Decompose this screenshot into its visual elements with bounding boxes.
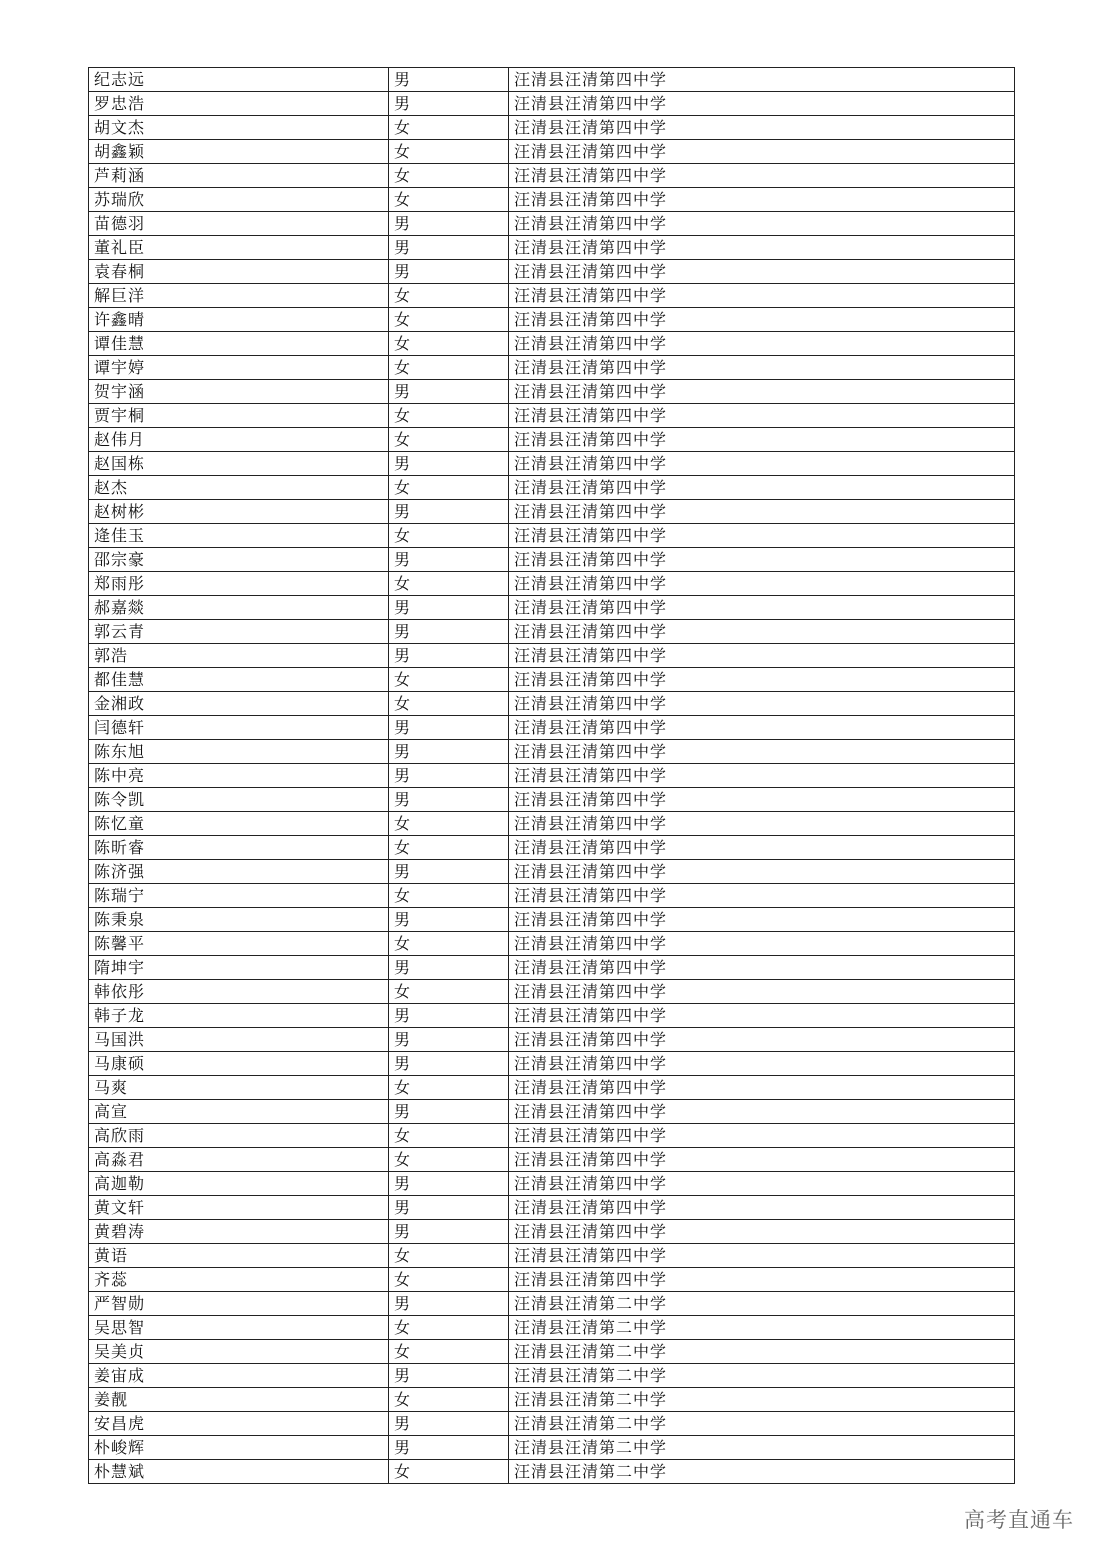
student-name-cell: 谭佳慧 [89,332,389,356]
table-row [89,68,1015,92]
table-row [89,716,1015,740]
school-cell: 汪清县汪清第四中学 [509,140,1015,164]
school-cell: 汪清县汪清第二中学 [509,1460,1015,1484]
school-cell: 汪清县汪清第四中学 [509,884,1015,908]
gender-cell: 女 [389,404,509,428]
table-row [89,1364,1015,1388]
school-cell: 汪清县汪清第四中学 [509,740,1015,764]
school-cell: 汪清县汪清第四中学 [509,116,1015,140]
gender-cell: 女 [389,140,509,164]
school-cell: 汪清县汪清第四中学 [509,284,1015,308]
student-name-cell: 齐蕊 [89,1268,389,1292]
table-row [89,1100,1015,1124]
student-name-cell: 董礼臣 [89,236,389,260]
gender-cell: 男 [389,764,509,788]
gender-cell: 女 [389,1340,509,1364]
student-name-cell: 逄佳玉 [89,524,389,548]
gender-cell: 女 [389,1460,509,1484]
gender-cell: 男 [389,860,509,884]
school-cell: 汪清县汪清第四中学 [509,908,1015,932]
gender-cell: 男 [389,1100,509,1124]
table-row [89,1028,1015,1052]
school-cell: 汪清县汪清第四中学 [509,236,1015,260]
gender-cell: 男 [389,620,509,644]
gender-cell: 女 [389,356,509,380]
student-name-cell: 朴峻辉 [89,1436,389,1460]
school-cell: 汪清县汪清第四中学 [509,1028,1015,1052]
student-name-cell: 谭宇婷 [89,356,389,380]
gender-cell: 男 [389,236,509,260]
gender-cell: 男 [389,788,509,812]
gender-cell: 男 [389,1412,509,1436]
student-name-cell: 陈中亮 [89,764,389,788]
table-row [89,1292,1015,1316]
table-row [89,116,1015,140]
table-row [89,476,1015,500]
school-cell: 汪清县汪清第四中学 [509,188,1015,212]
school-cell: 汪清县汪清第四中学 [509,260,1015,284]
table-row [89,1148,1015,1172]
student-name-cell: 金湘政 [89,692,389,716]
gender-cell: 女 [389,1076,509,1100]
school-cell: 汪清县汪清第四中学 [509,404,1015,428]
school-cell: 汪清县汪清第二中学 [509,1292,1015,1316]
school-cell: 汪清县汪清第四中学 [509,860,1015,884]
student-name-cell: 姜靓 [89,1388,389,1412]
gender-cell: 女 [389,188,509,212]
school-cell: 汪清县汪清第四中学 [509,1244,1015,1268]
school-cell: 汪清县汪清第四中学 [509,452,1015,476]
table-row [89,356,1015,380]
table-row [89,1436,1015,1460]
table-row [89,1004,1015,1028]
school-cell: 汪清县汪清第四中学 [509,524,1015,548]
gender-cell: 女 [389,164,509,188]
gender-cell: 男 [389,956,509,980]
table-row [89,212,1015,236]
student-name-cell: 高欣雨 [89,1124,389,1148]
gender-cell: 女 [389,572,509,596]
student-name-cell: 黄语 [89,1244,389,1268]
school-cell: 汪清县汪清第四中学 [509,1052,1015,1076]
table-row [89,260,1015,284]
table-row [89,500,1015,524]
school-cell: 汪清县汪清第四中学 [509,1268,1015,1292]
student-name-cell: 赵树彬 [89,500,389,524]
school-cell: 汪清县汪清第二中学 [509,1340,1015,1364]
student-name-cell: 黄文轩 [89,1196,389,1220]
gender-cell: 女 [389,116,509,140]
school-cell: 汪清县汪清第四中学 [509,356,1015,380]
gender-cell: 男 [389,1436,509,1460]
table-row [89,1244,1015,1268]
student-name-cell: 胡文杰 [89,116,389,140]
school-cell: 汪清县汪清第四中学 [509,1004,1015,1028]
school-cell: 汪清县汪清第四中学 [509,164,1015,188]
table-row [89,572,1015,596]
school-cell: 汪清县汪清第二中学 [509,1364,1015,1388]
school-cell: 汪清县汪清第四中学 [509,716,1015,740]
gender-cell: 女 [389,884,509,908]
gender-cell: 男 [389,1172,509,1196]
school-cell: 汪清县汪清第四中学 [509,812,1015,836]
table-row [89,644,1015,668]
gender-cell: 女 [389,836,509,860]
school-cell: 汪清县汪清第四中学 [509,1220,1015,1244]
school-cell: 汪清县汪清第四中学 [509,692,1015,716]
gender-cell: 女 [389,1148,509,1172]
student-name-cell: 陈济强 [89,860,389,884]
student-name-cell: 陈昕睿 [89,836,389,860]
student-name-cell: 许鑫晴 [89,308,389,332]
school-cell: 汪清县汪清第四中学 [509,620,1015,644]
school-cell: 汪清县汪清第二中学 [509,1316,1015,1340]
school-cell: 汪清县汪清第四中学 [509,68,1015,92]
school-cell: 汪清县汪清第二中学 [509,1388,1015,1412]
table-row [89,836,1015,860]
gender-cell: 女 [389,668,509,692]
school-cell: 汪清县汪清第二中学 [509,1412,1015,1436]
gender-cell: 男 [389,452,509,476]
student-name-cell: 安昌虎 [89,1412,389,1436]
student-name-cell: 邵宗豪 [89,548,389,572]
school-cell: 汪清县汪清第四中学 [509,668,1015,692]
gender-cell: 男 [389,212,509,236]
school-cell: 汪清县汪清第四中学 [509,308,1015,332]
student-name-cell: 郝嘉燚 [89,596,389,620]
table-row [89,428,1015,452]
school-cell: 汪清县汪清第四中学 [509,644,1015,668]
table-row [89,284,1015,308]
student-name-cell: 黄碧涛 [89,1220,389,1244]
student-name-cell: 高迦勒 [89,1172,389,1196]
school-cell: 汪清县汪清第四中学 [509,212,1015,236]
student-name-cell: 苏瑞欣 [89,188,389,212]
school-cell: 汪清县汪清第四中学 [509,980,1015,1004]
gender-cell: 男 [389,1028,509,1052]
student-name-cell: 马爽 [89,1076,389,1100]
student-name-cell: 解巨洋 [89,284,389,308]
school-cell: 汪清县汪清第四中学 [509,836,1015,860]
school-cell: 汪清县汪清第四中学 [509,332,1015,356]
gender-cell: 女 [389,932,509,956]
table-row [89,1076,1015,1100]
school-cell: 汪清县汪清第四中学 [509,932,1015,956]
gender-cell: 女 [389,428,509,452]
table-row [89,788,1015,812]
student-name-cell: 陈东旭 [89,740,389,764]
gender-cell: 女 [389,524,509,548]
table-row [89,1268,1015,1292]
student-name-cell: 郑雨彤 [89,572,389,596]
gender-cell: 男 [389,644,509,668]
student-name-cell: 赵伟月 [89,428,389,452]
student-name-cell: 都佳慧 [89,668,389,692]
student-name-cell: 陈瑞宁 [89,884,389,908]
school-cell: 汪清县汪清第四中学 [509,92,1015,116]
gender-cell: 男 [389,260,509,284]
student-name-cell: 吴美贞 [89,1340,389,1364]
table-row [89,452,1015,476]
student-name-cell: 芦莉涵 [89,164,389,188]
student-name-cell: 罗忠浩 [89,92,389,116]
student-name-cell: 马康硕 [89,1052,389,1076]
student-name-cell: 陈馨平 [89,932,389,956]
school-cell: 汪清县汪清第四中学 [509,380,1015,404]
gender-cell: 女 [389,1244,509,1268]
table-row [89,1196,1015,1220]
school-cell: 汪清县汪清第四中学 [509,548,1015,572]
table-row [89,1388,1015,1412]
table-row [89,1316,1015,1340]
gender-cell: 女 [389,980,509,1004]
table-row [89,1220,1015,1244]
table-row [89,92,1015,116]
student-name-cell: 郭浩 [89,644,389,668]
gender-cell: 男 [389,1052,509,1076]
school-cell: 汪清县汪清第四中学 [509,1148,1015,1172]
gender-cell: 男 [389,740,509,764]
table-row [89,236,1015,260]
gender-cell: 女 [389,692,509,716]
student-name-cell: 贺宇涵 [89,380,389,404]
student-name-cell: 严智勋 [89,1292,389,1316]
table-row [89,524,1015,548]
gender-cell: 男 [389,68,509,92]
watermark-text: 高考直通车 [964,1508,1074,1532]
table-row [89,1340,1015,1364]
gender-cell: 男 [389,380,509,404]
gender-cell: 女 [389,332,509,356]
gender-cell: 女 [389,812,509,836]
table-row [89,1412,1015,1436]
table-row [89,1124,1015,1148]
gender-cell: 男 [389,1364,509,1388]
table-row [89,668,1015,692]
table-row [89,692,1015,716]
roster-body [89,68,1015,1484]
gender-cell: 女 [389,1316,509,1340]
school-cell: 汪清县汪清第四中学 [509,500,1015,524]
school-cell: 汪清县汪清第四中学 [509,1100,1015,1124]
school-cell: 汪清县汪清第四中学 [509,476,1015,500]
table-row [89,1052,1015,1076]
student-name-cell: 隋坤宇 [89,956,389,980]
student-name-cell: 韩子龙 [89,1004,389,1028]
gender-cell: 女 [389,1388,509,1412]
gender-cell: 男 [389,1004,509,1028]
school-cell: 汪清县汪清第四中学 [509,788,1015,812]
table-row [89,1172,1015,1196]
school-cell: 汪清县汪清第二中学 [509,1436,1015,1460]
student-name-cell: 马国洪 [89,1028,389,1052]
table-row [89,596,1015,620]
gender-cell: 男 [389,92,509,116]
table-row [89,764,1015,788]
student-name-cell: 陈忆童 [89,812,389,836]
table-row [89,620,1015,644]
student-name-cell: 朴慧斌 [89,1460,389,1484]
table-row [89,332,1015,356]
table-row [89,980,1015,1004]
gender-cell: 男 [389,908,509,932]
gender-cell: 女 [389,284,509,308]
table-row [89,404,1015,428]
gender-cell: 男 [389,1196,509,1220]
table-row [89,380,1015,404]
gender-cell: 女 [389,1268,509,1292]
table-row [89,140,1015,164]
table-row [89,548,1015,572]
student-name-cell: 姜宙成 [89,1364,389,1388]
gender-cell: 男 [389,1292,509,1316]
student-name-cell: 郭云青 [89,620,389,644]
student-roster-table [88,67,1015,1484]
school-cell: 汪清县汪清第四中学 [509,1172,1015,1196]
school-cell: 汪清县汪清第四中学 [509,764,1015,788]
gender-cell: 男 [389,1220,509,1244]
student-name-cell: 高宣 [89,1100,389,1124]
table-row [89,812,1015,836]
student-name-cell: 闫德轩 [89,716,389,740]
student-name-cell: 纪志远 [89,68,389,92]
student-name-cell: 赵杰 [89,476,389,500]
table-row [89,188,1015,212]
school-cell: 汪清县汪清第四中学 [509,572,1015,596]
gender-cell: 男 [389,500,509,524]
student-name-cell: 贾宇桐 [89,404,389,428]
school-cell: 汪清县汪清第四中学 [509,428,1015,452]
school-cell: 汪清县汪清第四中学 [509,1124,1015,1148]
school-cell: 汪清县汪清第四中学 [509,956,1015,980]
gender-cell: 男 [389,596,509,620]
gender-cell: 女 [389,476,509,500]
student-name-cell: 吴思智 [89,1316,389,1340]
school-cell: 汪清县汪清第四中学 [509,596,1015,620]
table-row [89,956,1015,980]
student-name-cell: 陈令凯 [89,788,389,812]
table-row [89,164,1015,188]
table-row [89,860,1015,884]
student-name-cell: 袁春桐 [89,260,389,284]
table-row [89,908,1015,932]
table-row [89,740,1015,764]
student-name-cell: 高淼君 [89,1148,389,1172]
table-row [89,1460,1015,1484]
student-name-cell: 苗德羽 [89,212,389,236]
gender-cell: 男 [389,548,509,572]
student-name-cell: 韩依彤 [89,980,389,1004]
school-cell: 汪清县汪清第四中学 [509,1196,1015,1220]
gender-cell: 女 [389,308,509,332]
table-row [89,308,1015,332]
student-name-cell: 胡鑫颖 [89,140,389,164]
school-cell: 汪清县汪清第四中学 [509,1076,1015,1100]
gender-cell: 女 [389,1124,509,1148]
table-row [89,884,1015,908]
student-name-cell: 陈秉泉 [89,908,389,932]
table-row [89,932,1015,956]
gender-cell: 男 [389,716,509,740]
student-name-cell: 赵国栋 [89,452,389,476]
